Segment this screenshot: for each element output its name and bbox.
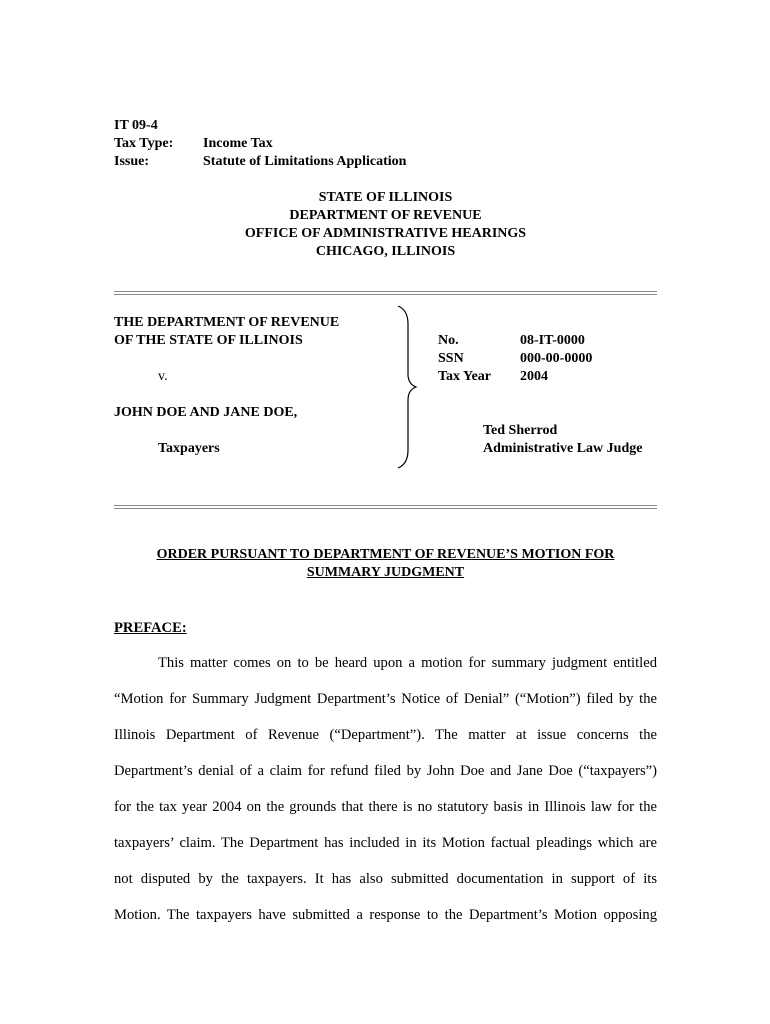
defendant-role: Taxpayers [158,441,220,456]
agency-department: DEPARTMENT OF REVENUE [289,208,482,223]
preface-line: This matter comes on to be heard upon a motion for summary judgment entitled [158,655,657,671]
tax-type-label: Tax Type: [114,136,174,151]
agency-office: OFFICE OF ADMINISTRATIVE HEARINGS [244,226,527,241]
caption-bottom-rule [114,505,657,509]
case-number-label: No. [438,333,459,348]
agency-city: CHICAGO, ILLINOIS [315,244,456,259]
plaintiff-line-2: OF THE STATE OF ILLINOIS [114,333,303,348]
preface-line: taxpayers’ claim. The Department has included in its Motion factual pleadings which are [114,835,657,851]
caption-brace [392,304,422,470]
defendant-name: JOHN DOE AND JANE DOE, [114,405,298,420]
plaintiff-line-1: THE DEPARTMENT OF REVENUE [114,315,340,330]
tax-year-value: 2004 [520,369,548,384]
judge-title: Administrative Law Judge [483,441,643,456]
document-id: IT 09-4 [114,118,158,133]
case-number-value: 08-IT-0000 [520,333,585,348]
preface-line: Department’s denial of a claim for refund filed by John Doe and Jane Doe (“taxpayers”) [114,763,657,779]
tax-year-label: Tax Year [438,369,492,384]
judge-name: Ted Sherrod [483,423,558,438]
preface-line: not disputed by the taxpayers. It has also submitted documentation in support of its [114,871,657,887]
order-title-line-2: SUMMARY JUDGMENT [306,565,465,580]
preface-line: for the tax year 2004 on the grounds that there is no statutory basis in Illinois law for the [114,799,657,815]
preface-heading: PREFACE: [114,620,187,636]
ssn-label: SSN [438,351,464,366]
preface-line: Motion. The taxpayers have submitted a response to the Department’s Motion opposing [114,907,657,923]
caption-top-rule [114,291,657,295]
preface-line: “Motion for Summary Judgment Department’s Notice of Denial” (“Motion”) filed by the [114,691,657,707]
issue-value: Statute of Limitations Application [203,154,407,169]
preface-line: Illinois Department of Revenue (“Department”). The matter at issue concerns the [114,727,657,743]
tax-type-value: Income Tax [203,136,273,151]
order-title-line-1: ORDER PURSUANT TO DEPARTMENT OF REVENUE’S MOTION FOR [156,547,615,562]
agency-state: STATE OF ILLINOIS [318,190,453,205]
issue-label: Issue: [114,154,150,169]
versus: v. [158,369,168,384]
ssn-value: 000-00-0000 [520,351,593,366]
